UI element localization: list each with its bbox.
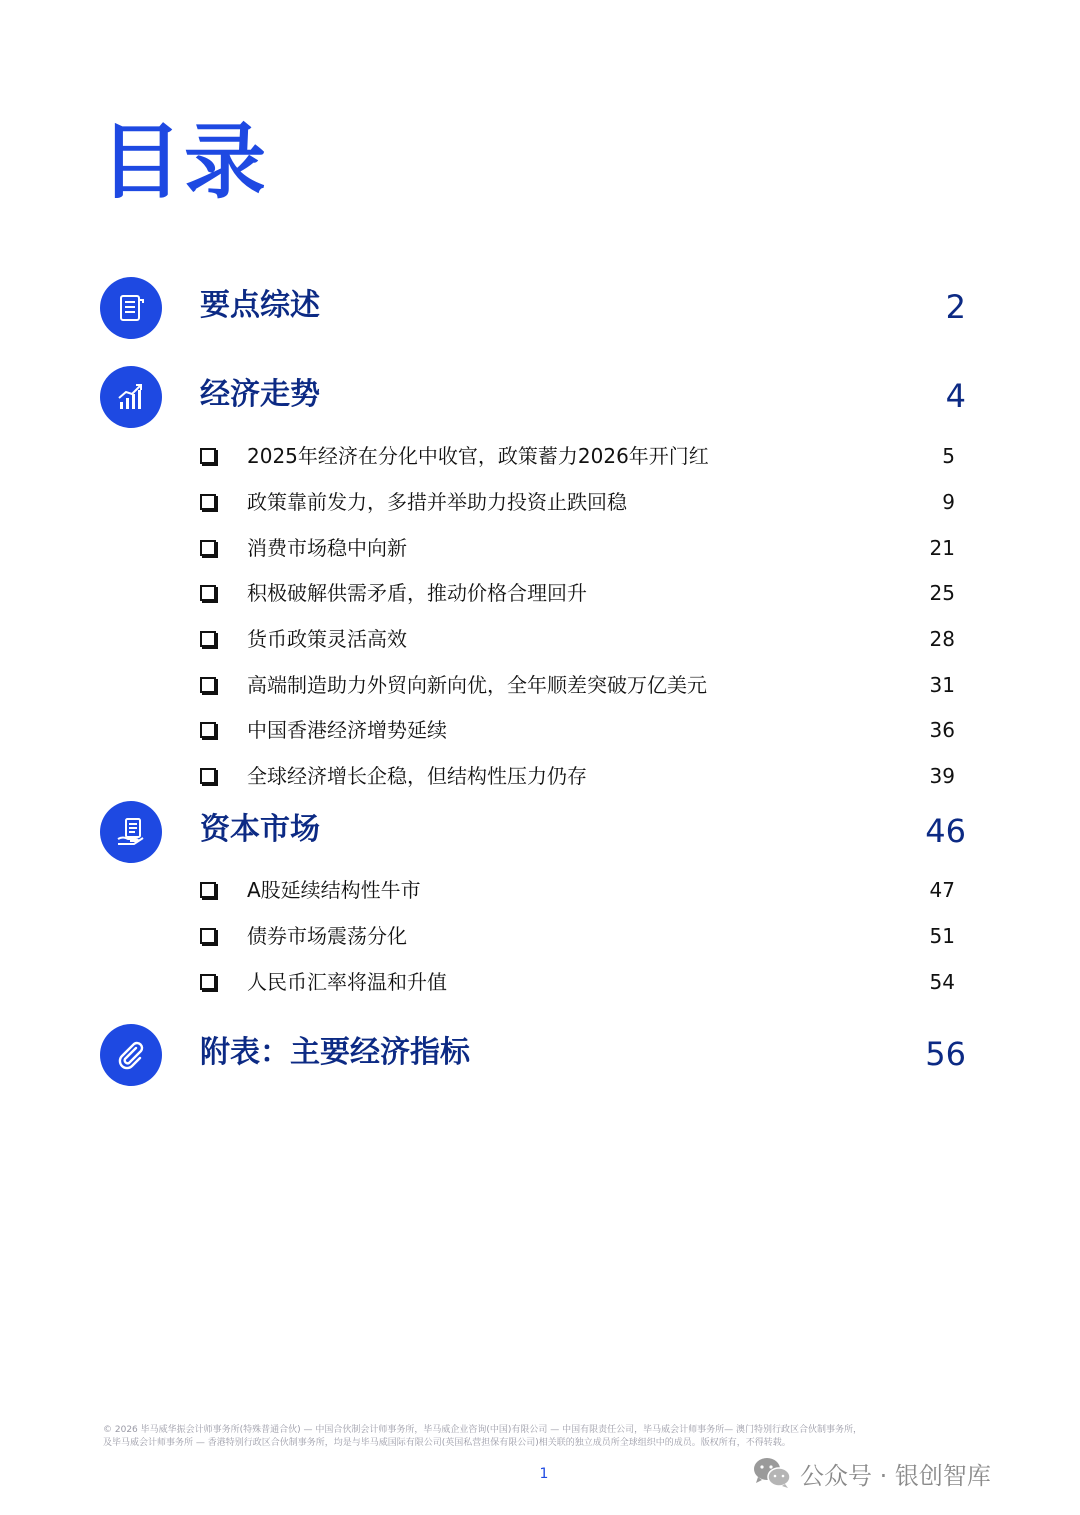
checkbox-bullet-icon bbox=[200, 540, 216, 556]
toc-item[interactable] bbox=[200, 761, 955, 791]
toc-item-text: 货币政策灵活高效 bbox=[247, 627, 407, 651]
checkbox-bullet-icon bbox=[200, 631, 216, 647]
toc-item-page: 28 bbox=[929, 627, 955, 651]
toc-item-text: 积极破解供需矛盾，推动价格合理回升 bbox=[247, 581, 587, 605]
checkbox-bullet-icon bbox=[200, 585, 216, 601]
footer-line: © 2026 毕马威华振会计师事务所(特殊普通合伙) — 中国合伙制会计师事务所，毕马威企业咨询(中国)有限公司 — 中国有限责任公司，毕马威会计师事务所— 澳门特别行政区合伙制事务所， bbox=[103, 1425, 862, 1435]
toc-item[interactable] bbox=[200, 875, 955, 905]
section-title: 资本市场 bbox=[200, 812, 320, 847]
toc-section-appendix[interactable] bbox=[100, 1024, 966, 1088]
section-page-number: 46 bbox=[925, 812, 966, 850]
toc-section-summary[interactable] bbox=[100, 277, 966, 341]
section-page-number: 56 bbox=[925, 1035, 966, 1073]
toc-item-page: 47 bbox=[929, 878, 955, 902]
document-list-icon bbox=[100, 277, 162, 339]
footer-line: 及毕马威会计师事务所 — 香港特别行政区合伙制事务所，均是与毕马威国际有限公司(英国私营担保有限公司)相关联的独立成员所全球组织中的成员。版权所有，不得转载。 bbox=[103, 1438, 791, 1448]
checkbox-bullet-icon bbox=[200, 928, 216, 944]
watermark-text: 公众号 · 银创智库 bbox=[800, 1461, 991, 1490]
page-number: 1 bbox=[539, 1466, 549, 1482]
checkbox-bullet-icon bbox=[200, 882, 216, 898]
checkbox-bullet-icon bbox=[200, 768, 216, 784]
toc-item-text: 政策靠前发力，多措并举助力投资止跌回稳 bbox=[247, 490, 627, 514]
toc-item[interactable] bbox=[200, 921, 955, 951]
section-title: 要点综述 bbox=[200, 288, 320, 323]
section-title: 附表：主要经济指标 bbox=[200, 1035, 470, 1070]
toc-item-page: 54 bbox=[929, 970, 955, 994]
bar-chart-growth-icon bbox=[100, 366, 162, 428]
section-page-number: 2 bbox=[945, 288, 966, 326]
toc-item[interactable] bbox=[200, 715, 955, 745]
section-title: 经济走势 bbox=[200, 377, 320, 412]
toc-item-text: 消费市场稳中向新 bbox=[247, 536, 407, 560]
checkbox-bullet-icon bbox=[200, 677, 216, 693]
wechat-icon bbox=[752, 1456, 792, 1490]
toc-item-page: 39 bbox=[929, 764, 955, 788]
toc-item-text: 中国香港经济增势延续 bbox=[247, 718, 447, 742]
hand-document-icon bbox=[100, 801, 162, 863]
toc-item[interactable] bbox=[200, 670, 955, 700]
toc-section-capital-market[interactable] bbox=[100, 801, 966, 865]
checkbox-bullet-icon bbox=[200, 974, 216, 990]
checkbox-bullet-icon bbox=[200, 722, 216, 738]
toc-item[interactable] bbox=[200, 578, 955, 608]
toc-item-text: 2025年经济在分化中收官，政策蓄力2026年开门红 bbox=[247, 444, 709, 468]
watermark bbox=[752, 1455, 991, 1491]
toc-item-text: 债券市场震荡分化 bbox=[247, 924, 407, 948]
checkbox-bullet-icon bbox=[200, 448, 216, 464]
toc-item-text: 全球经济增长企稳，但结构性压力仍存 bbox=[247, 764, 587, 788]
toc-item[interactable] bbox=[200, 967, 955, 997]
toc-section-economy[interactable] bbox=[100, 366, 966, 430]
copyright-footer bbox=[103, 1424, 993, 1450]
toc-item-page: 31 bbox=[929, 673, 955, 697]
toc-item-page: 25 bbox=[929, 581, 955, 605]
page-title: 目录 bbox=[100, 115, 269, 210]
toc-item-text: 人民币汇率将温和升值 bbox=[247, 970, 447, 994]
toc-item[interactable] bbox=[200, 624, 955, 654]
toc-item-page: 5 bbox=[942, 444, 955, 468]
toc-item-text: 高端制造助力外贸向新向优，全年顺差突破万亿美元 bbox=[247, 673, 707, 697]
section-page-number: 4 bbox=[945, 377, 966, 415]
toc-item-page: 51 bbox=[929, 924, 955, 948]
toc-item[interactable] bbox=[200, 533, 955, 563]
toc-item[interactable] bbox=[200, 441, 955, 471]
checkbox-bullet-icon bbox=[200, 494, 216, 510]
toc-item-page: 21 bbox=[929, 536, 955, 560]
toc-item[interactable] bbox=[200, 487, 955, 517]
toc-item-page: 36 bbox=[929, 718, 955, 742]
toc-item-text: A股延续结构性牛市 bbox=[247, 878, 421, 902]
toc-item-page: 9 bbox=[942, 490, 955, 514]
paperclip-icon bbox=[100, 1024, 162, 1086]
